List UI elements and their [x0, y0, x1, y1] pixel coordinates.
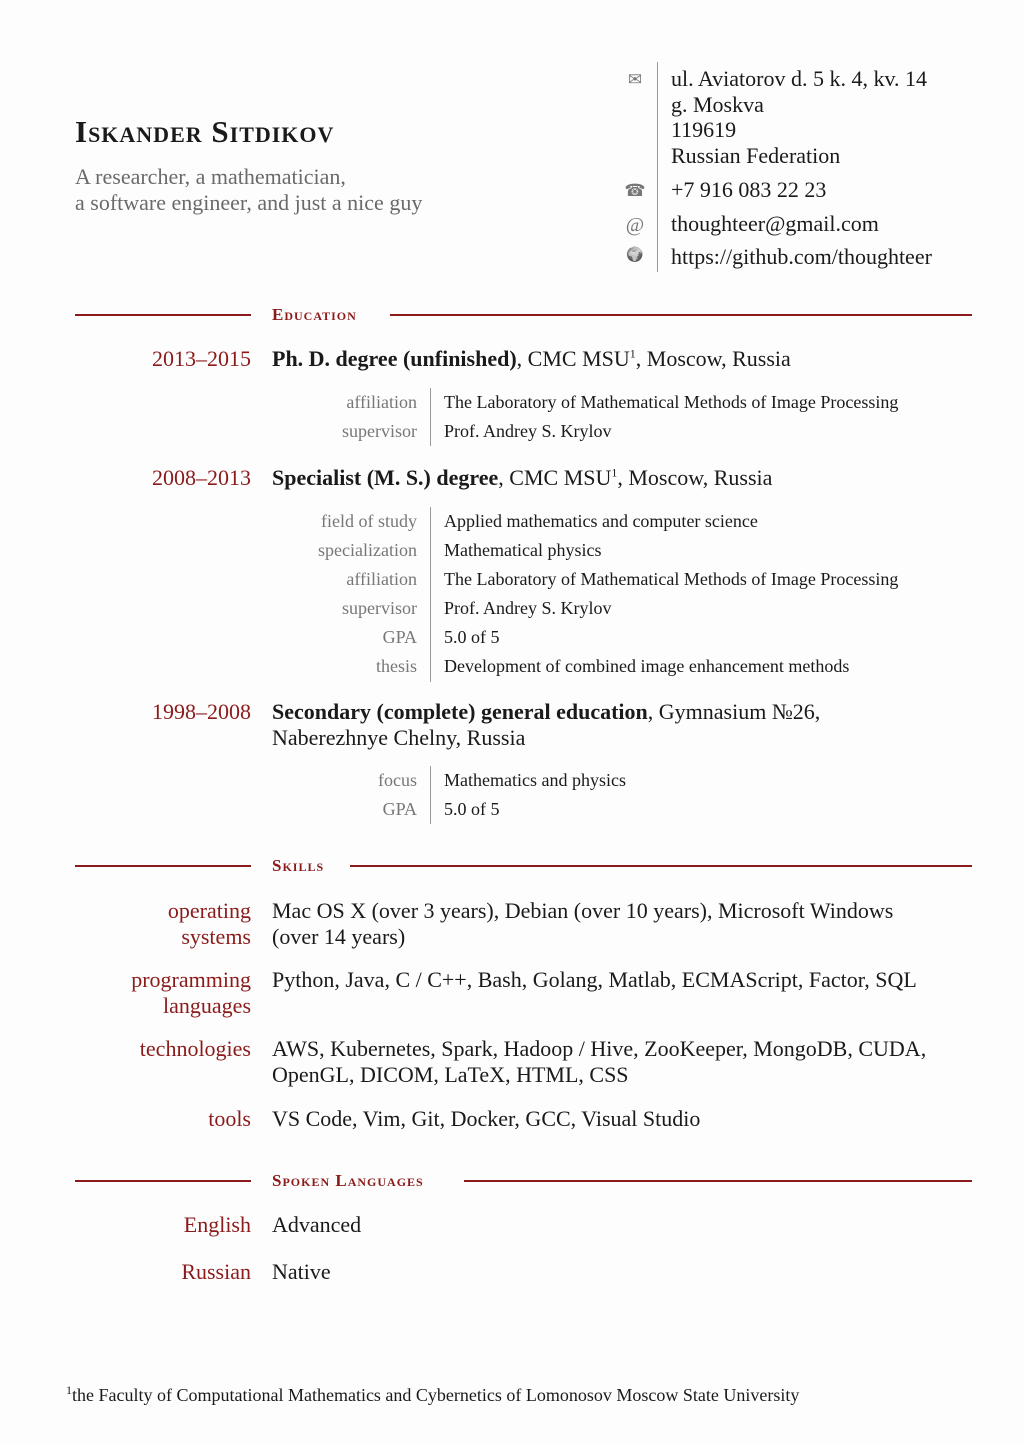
section-rule-right	[464, 1180, 972, 1182]
skill-value: Mac OS X (over 3 years), Debian (over 10 years), Microsoft Windows	[272, 898, 894, 923]
detail-value: Mathematical physics	[444, 540, 602, 560]
education-heading: Education	[272, 305, 357, 324]
skill-value: OpenGL, DICOM, LaTeX, HTML, CSS	[272, 1062, 629, 1087]
phone-number[interactable]: +7 916 083 22 23	[671, 177, 827, 202]
tagline-line-1: A researcher, a mathematician,	[75, 164, 346, 189]
skill-label: tools	[208, 1106, 251, 1131]
detail-value: 5.0 of 5	[444, 799, 500, 819]
detail-value: The Laboratory of Mathematical Methods of Image Processing	[444, 392, 899, 412]
email-link[interactable]: thoughteer@gmail.com	[671, 211, 879, 236]
section-rule-left	[75, 1180, 251, 1182]
detail-label: affiliation	[346, 569, 417, 589]
phone-icon: ☎	[624, 181, 646, 200]
detail-label: field of study	[321, 511, 417, 531]
section-rule-left	[75, 314, 251, 316]
language-level: Native	[272, 1259, 331, 1284]
detail-label: thesis	[375, 656, 417, 676]
language-level: Advanced	[272, 1212, 362, 1237]
detail-label: GPA	[382, 627, 417, 647]
detail-label: GPA	[382, 799, 417, 819]
detail-value: Mathematics and physics	[444, 770, 626, 790]
education-title-line-2: Naberezhnye Chelny, Russia	[272, 725, 526, 750]
details-divider	[430, 507, 431, 682]
details-divider	[430, 766, 431, 824]
skill-label: systems	[181, 924, 251, 949]
globe-icon: 🌍	[626, 248, 644, 263]
person-name: Iskander Sitdikov	[75, 114, 335, 149]
section-rule-right	[390, 314, 972, 316]
skills-heading: Skills	[272, 856, 325, 875]
detail-value: The Laboratory of Mathematical Methods of Image Processing	[444, 569, 899, 589]
skill-label: operating	[167, 898, 251, 923]
language-label: Russian	[181, 1259, 251, 1284]
at-icon: @	[625, 214, 645, 236]
skill-label: programming	[131, 967, 251, 992]
address-line-4: Russian Federation	[671, 143, 841, 168]
section-rule-left	[75, 865, 251, 867]
detail-value: Applied mathematics and computer science	[444, 511, 758, 531]
detail-value: 5.0 of 5	[444, 627, 500, 647]
detail-label: supervisor	[342, 421, 417, 441]
footnote: $^1$the Faculty of Computational Mathematics and Cybernetics of Lomonosov Moscow State University	[66, 1383, 800, 1405]
detail-value: Development of combined image enhancement methods	[444, 656, 850, 676]
details-divider	[430, 388, 431, 446]
language-label: English	[183, 1212, 251, 1237]
education-title: Secondary (complete) general education, Gymnasium №26,	[272, 699, 821, 724]
languages-heading: Spoken Languages	[272, 1171, 424, 1190]
detail-value: Prof. Andrey S. Krylov	[444, 598, 612, 618]
detail-label: affiliation	[346, 392, 417, 412]
section-rule-right	[350, 865, 972, 867]
education-title: Specialist (M. S.) degree, CMC MSU$^1$, Moscow, Russia	[272, 465, 773, 490]
education-dates: 2008–2013	[152, 465, 251, 490]
education-title: Ph. D. degree (unfinished), CMC MSU$^1$, Moscow, Russia	[272, 346, 791, 371]
education-dates: 2013–2015	[152, 346, 251, 371]
address-line-3: 119619	[671, 117, 737, 142]
skill-value: (over 14 years)	[272, 924, 406, 949]
skill-label: technologies	[139, 1036, 251, 1061]
detail-label: supervisor	[342, 598, 417, 618]
address-line-1: ul. Aviatorov d. 5 k. 4, kv. 14	[671, 66, 928, 91]
contact-divider	[657, 62, 658, 272]
education-dates: 1998–2008	[152, 699, 251, 724]
skill-label: languages	[163, 993, 251, 1018]
tagline-line-2: a software engineer, and just a nice guy	[75, 190, 423, 215]
envelope-icon: ✉	[627, 70, 643, 89]
detail-label: focus	[378, 770, 417, 790]
website-link[interactable]: https://github.com/thoughteer	[671, 244, 932, 269]
detail-label: specialization	[318, 540, 417, 560]
address-line-2: g. Moskva	[671, 92, 764, 117]
skill-value: Python, Java, C / C++, Bash, Golang, Matlab, ECMAScript, Factor, SQL	[272, 967, 917, 992]
detail-value: Prof. Andrey S. Krylov	[444, 421, 612, 441]
skill-value: VS Code, Vim, Git, Docker, GCC, Visual Studio	[272, 1106, 701, 1131]
skill-value: AWS, Kubernetes, Spark, Hadoop / Hive, ZooKeeper, MongoDB, CUDA,	[272, 1036, 927, 1061]
